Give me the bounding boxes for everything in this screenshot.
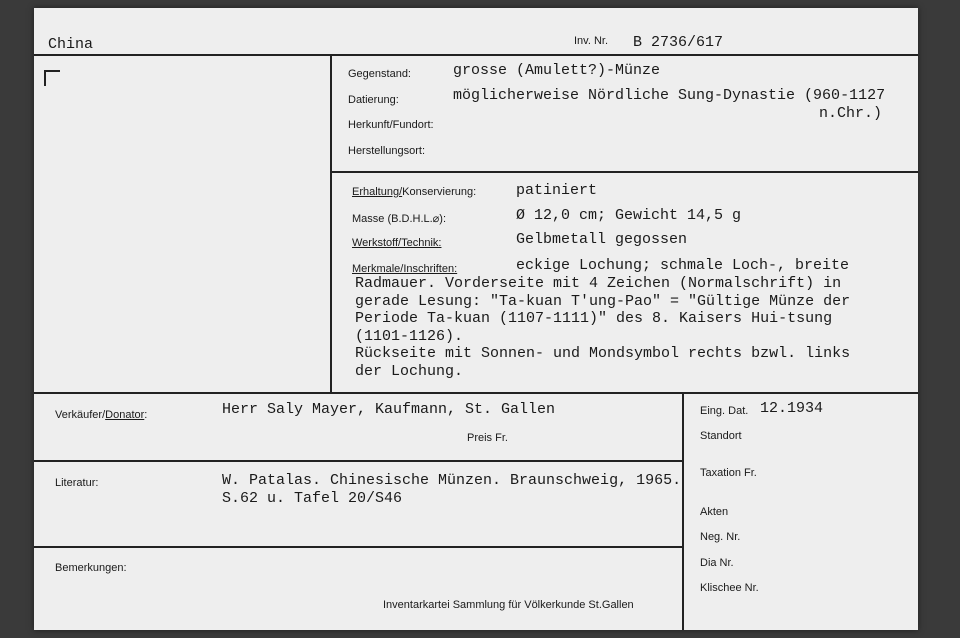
datierung-value-line1: möglicherweise Nördliche Sung-Dynastie (960-1127 (453, 87, 886, 104)
divider-header (34, 54, 918, 56)
region-text: China (48, 36, 94, 53)
standort-label: Standort (700, 430, 742, 442)
merkmale-label: Merkmale/Inschriften: (352, 263, 458, 275)
divider-condition-bottom (34, 392, 918, 394)
merkmale-text: Radmauer. Vorderseite mit 4 Zeichen (Normalschrift) in gerade Lesung: "Ta-kuan T'ung-Pao" = "Gültige Münze der Periode Ta-kuan (1107-1111)" des 8. Kaisers Hui-tsung (1101-1126). Rückseite mit Sonnen- und Mondsymbol rechts bzwl. links der Lochung. (355, 275, 851, 380)
literatur-label: Literatur: (55, 477, 99, 489)
seller-label-b: Donator (105, 409, 145, 421)
literatur-line1: W. Patalas. Chinesische Münzen. Braunschweig, 1965. (222, 472, 682, 489)
herkunft-label: Herkunft/Fundort: (348, 119, 434, 131)
divider-left-column (330, 54, 332, 394)
gegenstand-label: Gegenstand: (348, 68, 411, 80)
herstellungsort-label: Herstellungsort: (348, 145, 426, 157)
bemerkungen-label: Bemerkungen: (55, 562, 127, 574)
werkstoff-value: Gelbmetall gegossen (516, 231, 688, 248)
divider-literature-remarks (34, 546, 682, 548)
corner-mark (44, 70, 60, 86)
akten-label: Akten (700, 506, 729, 518)
eing-dat-label: Eing. Dat. (700, 405, 749, 417)
masse-label: Masse (B.D.H.L.⌀): (352, 213, 447, 225)
divider-object-condition (330, 171, 918, 173)
klischee-nr-label: Klischee Nr. (700, 582, 759, 594)
erhaltung-label-b: Konservierung: (402, 186, 477, 198)
inv-value: B 2736/617 (633, 34, 724, 51)
literatur-line2: S.62 u. Tafel 20/S46 (222, 490, 403, 507)
merkmale-first-line: eckige Lochung; schmale Loch-, breite (516, 257, 850, 274)
seller-label-a: Verkäufer/ (55, 409, 106, 421)
inv-label: Inv. Nr. (574, 35, 609, 47)
preis-label: Preis Fr. (467, 432, 508, 444)
neg-nr-label: Neg. Nr. (700, 531, 741, 543)
werkstoff-label: Werkstoff/Technik: (352, 237, 442, 249)
masse-value: Ø 12,0 cm; Gewicht 14,5 g (516, 207, 742, 224)
erhaltung-label-a: Erhaltung/ (352, 186, 403, 198)
eing-dat-value: 12.1934 (760, 400, 824, 417)
erhaltung-value: patiniert (516, 182, 598, 199)
gegenstand-value: grosse (Amulett?)-Münze (453, 62, 661, 79)
institution-footer: Inventarkartei Sammlung für Völkerkunde St.Gallen (383, 599, 634, 611)
datierung-label: Datierung: (348, 94, 399, 106)
dia-nr-label: Dia Nr. (700, 557, 734, 569)
divider-side-column (682, 392, 684, 630)
datierung-value-line2: n.Chr.) (819, 105, 883, 122)
seller-label-c: : (144, 409, 148, 421)
erhaltung-label (352, 186, 476, 198)
divider-seller-literature (34, 460, 682, 462)
seller-value: Herr Saly Mayer, Kaufmann, St. Gallen (222, 401, 556, 418)
seller-label (55, 409, 147, 421)
taxation-label: Taxation Fr. (700, 467, 757, 479)
